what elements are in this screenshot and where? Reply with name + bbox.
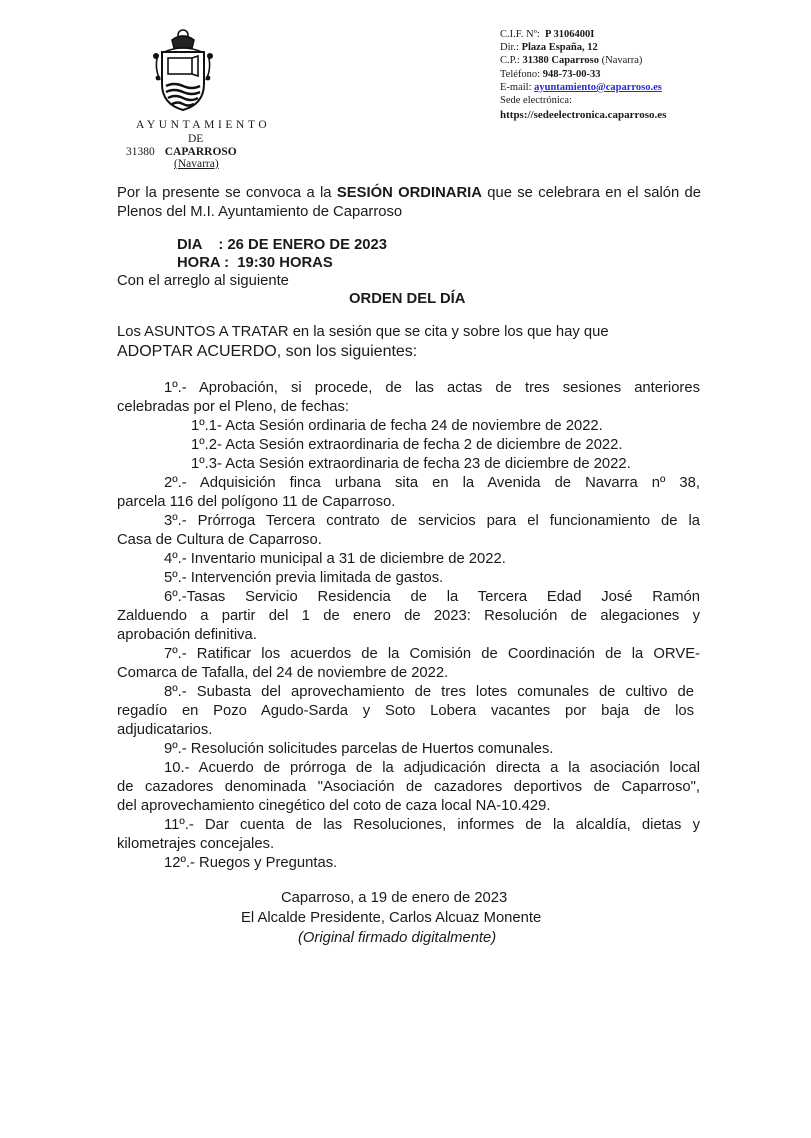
contact-block <box>500 28 666 122</box>
email-label: E-mail: <box>500 81 532 93</box>
town-crest-icon <box>150 28 216 114</box>
intro-post: que se celebrara en el salón de <box>481 185 702 201</box>
lead-line-2: ADOPTAR ACUERDO, son los siguientes: <box>117 343 418 360</box>
item-8-line-1: 8º.- Subasta del aprovechamiento de tres lotes comunales de cultivo de <box>164 684 694 700</box>
dir-label: Dir.: <box>500 42 519 54</box>
agenda-title: ORDEN DEL DÍA <box>349 291 466 307</box>
item-3-line-2: Casa de Cultura de Caparroso. <box>117 532 322 548</box>
cif-value: P 3106400I <box>545 29 595 40</box>
item-1-line-1: 1º.- Aprobación, si procede, de las actas de tres sesiones anteriores <box>164 380 700 396</box>
item-4: 4º.- Inventario municipal a 31 de diciembre de 2022. <box>164 551 506 567</box>
item-1-1: 1º.1- Acta Sesión ordinaria de fecha 24 de noviembre de 2022. <box>191 418 603 434</box>
item-1-2: 1º.2- Acta Sesión extraordinaria de fecha 2 de diciembre de 2022. <box>191 437 623 453</box>
item-3-line-1: 3º.- Prórroga Tercera contrato de servicios para el funcionamiento de la <box>164 513 700 529</box>
item-6-line-1: 6º.-Tasas Servicio Residencia de la Tercera Edad José Ramón <box>164 589 700 605</box>
item-11-line-2: kilometrajes concejales. <box>117 836 275 852</box>
item-7-line-1: 7º.- Ratificar los acuerdos de la Comisión de Coordinación de la ORVE- <box>164 646 700 662</box>
item-7-line-2: Comarca de Tafalla, del 24 de noviembre de 2022. <box>117 665 449 681</box>
cp-label: C.P.: <box>500 55 520 67</box>
meeting-hour <box>177 254 333 273</box>
email-link[interactable]: ayuntamiento@caparroso.es <box>534 81 662 93</box>
phone-label: Teléfono: <box>500 68 541 80</box>
cp-value: 31380 Caparroso <box>522 55 599 67</box>
crest-town: CAPARROSO <box>164 146 237 158</box>
meeting-day <box>177 236 387 255</box>
item-2-line-2: parcela 116 del polígono 11 de Caparroso. <box>117 494 396 510</box>
hour-label: HORA : <box>177 255 230 271</box>
dir-value: Plaza España, 12 <box>521 42 598 54</box>
sede-url[interactable]: https://sedeelectronica.caparroso.es <box>500 109 667 122</box>
item-11-line-1: 11º.- Dar cuenta de las Resoluciones, informes de la alcaldía, dietas y <box>164 817 700 833</box>
sede-label: Sede electrónica: <box>500 95 573 107</box>
signature-note: (Original firmado digitalmente) <box>298 930 497 946</box>
item-5: 5º.- Intervención previa limitada de gastos. <box>164 570 444 586</box>
lead-line-1: Los ASUNTOS A TRATAR en la sesión que se cita y sobre los que hay que <box>117 324 609 340</box>
crest-town-line <box>126 146 237 158</box>
intro-session-type: SESIÓN ORDINARIA <box>336 185 482 201</box>
day-value: 26 DE ENERO DE 2023 <box>227 237 387 253</box>
dir-row <box>500 41 666 54</box>
cif-row <box>500 28 666 41</box>
arrangement-text: Con el arreglo al siguiente <box>117 273 289 289</box>
place-date: Caparroso, a 19 de enero de 2023 <box>281 890 508 906</box>
crest-province: (Navarra) <box>174 158 219 170</box>
item-6-line-2: Zalduendo a partir del 1 de enero de 2023: Resolución de alegaciones y <box>117 608 700 624</box>
item-6-line-3: aprobación definitiva. <box>117 627 257 643</box>
intro-pre: Por la presente se convoca a la <box>117 185 337 201</box>
cif-label: C.I.F. Nº: <box>500 29 540 40</box>
signer: El Alcalde Presidente, Carlos Alcuaz Monente <box>241 910 542 926</box>
item-9: 9º.- Resolución solicitudes parcelas de Huertos comunales. <box>164 741 554 757</box>
day-label: DIA : <box>177 237 224 253</box>
crest-ayuntamiento: AYUNTAMIENTO <box>136 119 271 131</box>
intro-line-1 <box>117 184 701 203</box>
hour-value: 19:30 HORAS <box>237 255 333 271</box>
item-8-line-2: regadío en Pozo Agudo-Sarda y Soto Lobera vacantes por baja de los <box>117 703 694 719</box>
item-8-line-3: adjudicatarios. <box>117 722 213 738</box>
crest-postal-code: 31380 <box>126 146 155 158</box>
cp-row <box>500 54 666 67</box>
cp-region: (Navarra) <box>601 55 643 67</box>
item-10-line-1: 10.- Acuerdo de prórroga de la adjudicación directa a la asociación local <box>164 760 700 776</box>
intro-line-2: Plenos del M.I. Ayuntamiento de Caparroso <box>117 204 403 220</box>
item-1-line-2: celebradas por el Pleno, de fechas: <box>117 399 349 415</box>
crest-de: DE <box>188 133 204 145</box>
item-1-3: 1º.3- Acta Sesión extraordinaria de fecha 23 de diciembre de 2022. <box>191 456 631 472</box>
item-10-line-2: de cazadores denominada "Asociación de cazadores deportivos de Caparroso", <box>117 779 700 795</box>
phone-value: 948-73-00-33 <box>542 68 601 80</box>
item-10-line-3: del aprovechamiento cinegético del coto de caza local NA-10.429. <box>117 798 551 814</box>
item-2-line-1: 2º.- Adquisición finca urbana sita en la Avenida de Navarra nº 38, <box>164 475 700 491</box>
phone-row <box>500 68 666 81</box>
email-row <box>500 81 666 94</box>
item-12: 12º.- Ruegos y Preguntas. <box>164 855 338 871</box>
